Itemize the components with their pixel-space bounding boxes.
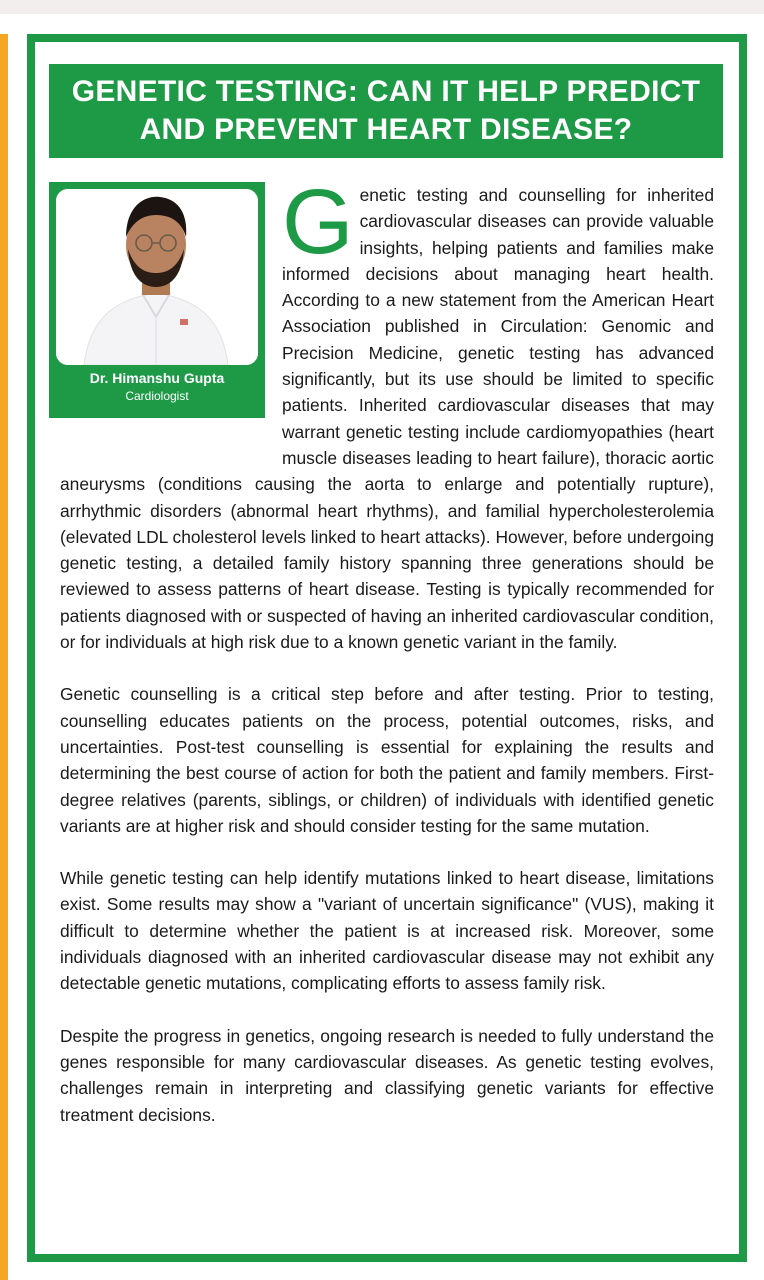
- article-paragraph-3: While genetic testing can help identify mutations linked to heart disease, limitations exist. Some results may show a "variant of uncertain significance" (VUS), making it difficult to determine whether the patient is at increased risk. Moreover, some individuals diagnosed with an inherited cardiovascular disease may not exhibit any detectable genetic mutations, complicating efforts to assess family risk.: [60, 868, 714, 994]
- drop-cap: G: [282, 171, 354, 273]
- article-frame: [27, 34, 747, 1262]
- author-name: Dr. Himanshu Gupta: [89, 370, 225, 386]
- article-paragraph-4: Despite the progress in genetics, ongoing research is needed to fully understand the genes responsible for many cardiovascular diseases. As genetic testing evolves, challenges remain in interpreting and classifying genetic variants for effective treatment decisions.: [60, 1025, 714, 1125]
- article-title: GENETIC TESTING: CAN IT HELP PREDICT AND PREVENT HEART DISEASE?: [71, 75, 701, 146]
- top-strip: [0, 0, 764, 14]
- paragraph-text: enetic testing and counselling for inherited cardiovascular diseases can provide valuable insights, helping patients and families make informed decisions about managing heart health. According to a new statement from the American Heart Association published in Circulation: Genomic and Precision Medicine, genetic testing has advanced significantly, but its use should be limited to specific patients. Inherited cardiovascular diseases that may warrant genetic testing include cardiomyopathies (heart muscle diseases leading to heart failure), thoracic aortic aneurysms (conditions causing the aorta to enlarge and potentially rupture), arrhythmic disorders (abnormal heart rhythms), and familial hypercholesterolemia (elevated LDL cholesterol levels linked to heart attacks). However, before undergoing genetic testing, a detailed family history spanning three generations should be reviewed to assess patterns of heart disease. Testing is typically recommended for patients diagnosed with or suspected of having an inherited cardiovascular condition, or for individuals at high risk due to a known genetic variant in the family.: [60, 185, 714, 653]
- photo-float-spacer: [60, 182, 282, 448]
- article-paragraph-1: [60, 171, 714, 655]
- article-body: [60, 171, 714, 1128]
- article-paragraph-2: Genetic counselling is a critical step before and after testing. Prior to testing, counselling educates patients on the process, potential outcomes, risks, and uncertainties. Post-test counselling is essential for explaining the results and determining the best course of action for both the patient and family members. First-degree relatives (parents, siblings, or children) of individuals with identified genetic variants are at higher risk and should consider testing for the same mutation.: [60, 684, 714, 836]
- left-accent-stripe: [0, 34, 8, 1280]
- author-role: Cardiologist: [125, 389, 189, 403]
- title-banner: [49, 64, 723, 158]
